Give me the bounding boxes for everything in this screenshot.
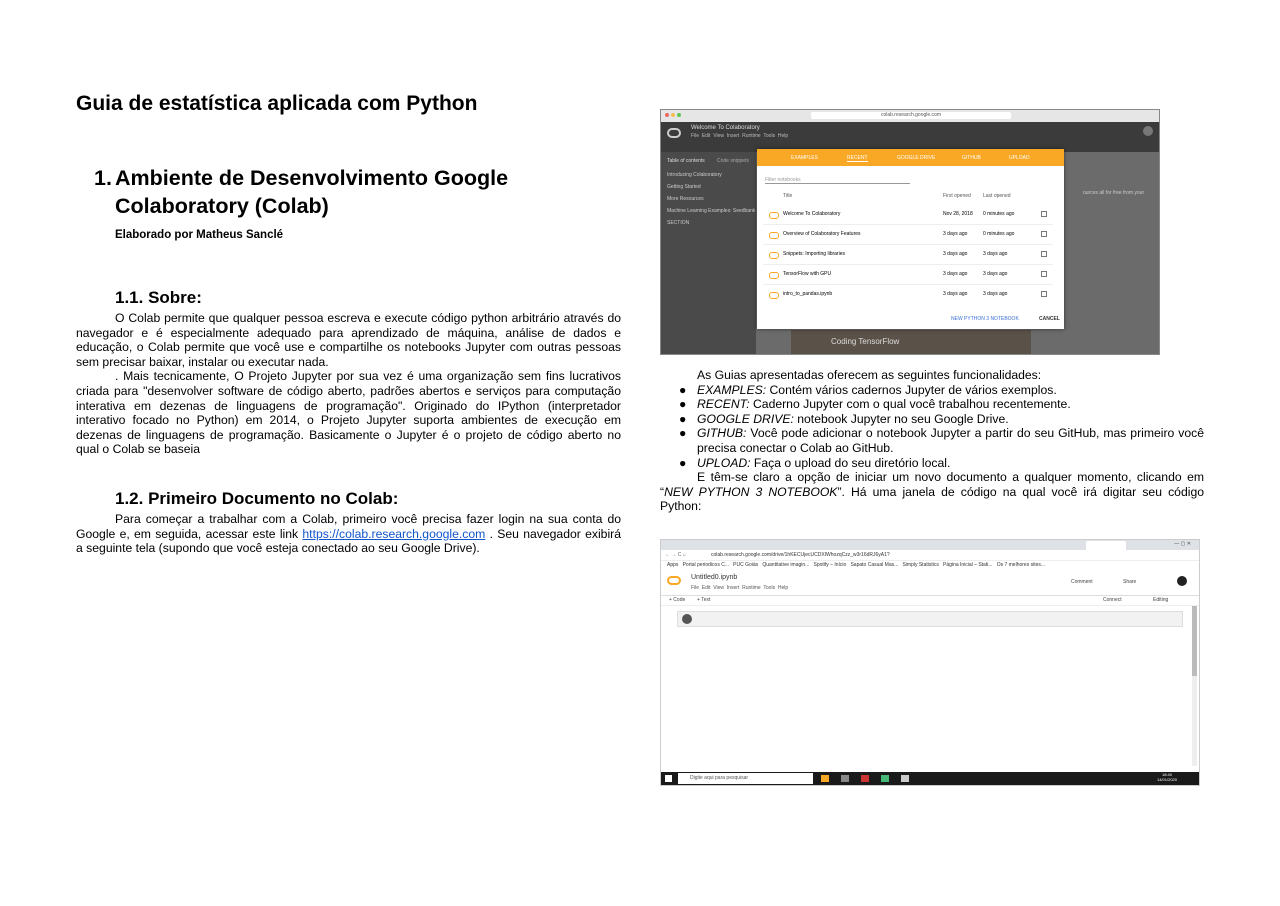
row-first: 3 days ago bbox=[943, 231, 968, 237]
taskbar-app-icon[interactable] bbox=[821, 775, 829, 782]
list-item bbox=[660, 383, 1204, 398]
open-notebook-dialog bbox=[757, 149, 1064, 329]
scrollbar[interactable] bbox=[1192, 606, 1197, 766]
bookmark[interactable]: Apps bbox=[667, 562, 679, 568]
sidebar-tab-toc[interactable]: Table of contents bbox=[667, 158, 705, 164]
settings-gear-icon[interactable] bbox=[901, 775, 909, 782]
paragraph bbox=[76, 311, 621, 369]
tab-recent[interactable]: RECENT bbox=[847, 155, 868, 161]
notebook-filename[interactable]: Untitled0.ipynb bbox=[691, 574, 738, 581]
colab-link[interactable]: https://colab.research.google.com bbox=[302, 526, 486, 541]
nav-arrows-icon[interactable]: ← → C ⌂ bbox=[665, 552, 686, 558]
row-first: 3 days ago bbox=[943, 251, 968, 257]
column-last-opened: Last opened bbox=[983, 193, 1011, 199]
colab-sidebar bbox=[661, 152, 756, 355]
scrollbar-thumb[interactable] bbox=[1192, 606, 1197, 676]
section-1-1-body bbox=[76, 311, 621, 457]
bookmark[interactable]: Os 7 melhores sites... bbox=[996, 562, 1046, 568]
bookmark[interactable]: Spotify – Início bbox=[813, 562, 847, 568]
sidebar-item[interactable]: Machine Learning Examples: Seedbank bbox=[667, 208, 756, 214]
add-code-button[interactable]: + Code bbox=[669, 597, 686, 603]
avatar[interactable] bbox=[1143, 126, 1153, 136]
sidebar-item[interactable]: SECTION bbox=[667, 220, 690, 226]
item-text: Faça o upload do seu diretório local. bbox=[753, 455, 951, 470]
right-column-text bbox=[660, 368, 1204, 514]
menu-item[interactable]: Insert bbox=[726, 585, 740, 591]
paragraph bbox=[660, 470, 1204, 514]
byline: Elaborado por Matheus Sanclé bbox=[115, 229, 284, 241]
clock bbox=[1157, 772, 1177, 782]
address-bar[interactable]: colab.research.google.com bbox=[811, 112, 1011, 119]
menu-bar bbox=[691, 133, 788, 139]
open-in-new-icon[interactable] bbox=[1041, 231, 1047, 237]
open-in-new-icon[interactable] bbox=[1041, 251, 1047, 257]
row-title: TensorFlow with GPU bbox=[783, 271, 832, 277]
menu-item[interactable]: Runtime bbox=[742, 585, 761, 591]
menu-item[interactable]: Tools bbox=[763, 133, 776, 139]
menu-item[interactable]: View bbox=[713, 133, 724, 139]
tab-google-drive[interactable]: GOOGLE DRIVE bbox=[897, 155, 936, 161]
item-label: RECENT: bbox=[697, 397, 750, 412]
row-last: 3 days ago bbox=[983, 271, 1008, 277]
row-last: 3 days ago bbox=[983, 251, 1008, 257]
taskbar-search-input[interactable]: Digite aqui para pesquisar bbox=[678, 773, 813, 784]
feature-list bbox=[660, 383, 1204, 471]
notebook-row[interactable] bbox=[763, 245, 1053, 265]
list-item bbox=[660, 412, 1204, 427]
tab-upload[interactable]: UPLOAD bbox=[1009, 155, 1030, 161]
active-tab[interactable] bbox=[1086, 541, 1126, 550]
colab-logo-icon bbox=[769, 252, 779, 259]
row-title: Welcome To Colaboratory bbox=[783, 211, 841, 217]
paragraph-text: . Mais tecnicamente, O Projeto Jupyter por sua vez é uma organização sem fins lucrativos criada para "desenvolver software de código aberto, padrões abertos e serviços para computação interativa em dezenas de linguagens de programação". Originado do IPython (interpretador interativo focado no Python) em 2014, o Projeto Jupyter suporta ambientes de execução em dezenas de linguagens de programação. Basicamente o Jupyter é o projeto de código aberto no qual o Colab se baseia bbox=[76, 369, 621, 457]
banner-text: Coding TensorFlow bbox=[831, 337, 900, 346]
bookmark[interactable]: Simply Statistics bbox=[902, 562, 939, 568]
colab-logo-icon bbox=[769, 212, 779, 219]
paragraph bbox=[76, 369, 621, 457]
colab-welcome-screenshot bbox=[660, 109, 1160, 355]
section-1-2-body bbox=[76, 512, 621, 556]
row-title: Overview of Colaboratory Features bbox=[783, 231, 861, 237]
emphasis-text: NEW PYTHON 3 NOTEBOOK bbox=[664, 484, 838, 499]
sidebar-item[interactable]: Introducing Colaboratory bbox=[667, 172, 722, 178]
menu-bar bbox=[691, 585, 788, 591]
notebook-row[interactable] bbox=[763, 205, 1053, 225]
avatar[interactable] bbox=[1177, 576, 1187, 586]
tab-examples[interactable]: EXAMPLES bbox=[791, 155, 818, 161]
open-in-new-icon[interactable] bbox=[1041, 211, 1047, 217]
notebook-row[interactable] bbox=[763, 265, 1053, 285]
window-controls[interactable]: — ▢ ✕ bbox=[1174, 541, 1191, 547]
comment-button[interactable]: Comment bbox=[1071, 579, 1093, 585]
menu-item[interactable]: Edit bbox=[701, 133, 711, 139]
section-1-heading bbox=[94, 164, 535, 220]
notebook-toolbar bbox=[661, 595, 1199, 606]
section-title: Ambiente de Desenvolvimento Google Colaboratory (Colab) bbox=[115, 166, 509, 218]
colab-header bbox=[661, 122, 1159, 152]
colab-logo-icon bbox=[667, 576, 681, 585]
dialog-tabs bbox=[757, 149, 1064, 166]
editing-button[interactable]: Editing bbox=[1153, 597, 1169, 603]
paragraph bbox=[660, 368, 1204, 383]
row-first: Nov 28, 2018 bbox=[943, 211, 973, 217]
colab-logo-icon bbox=[769, 292, 779, 299]
item-text: Caderno Jupyter com o qual você trabalhou recentemente. bbox=[752, 397, 1071, 412]
connect-button[interactable]: Connect bbox=[1103, 597, 1122, 603]
row-first: 3 days ago bbox=[943, 271, 968, 277]
menu-item[interactable]: Runtime bbox=[742, 133, 761, 139]
notebook-row[interactable] bbox=[763, 225, 1053, 245]
list-item bbox=[660, 426, 1204, 455]
bookmark[interactable]: Sapato Casual Mas... bbox=[850, 562, 899, 568]
list-item bbox=[660, 397, 1204, 412]
bookmark[interactable]: Página Inicial – Stati... bbox=[943, 562, 993, 568]
add-text-button[interactable]: + Text bbox=[697, 597, 711, 603]
code-cell[interactable] bbox=[677, 611, 1183, 627]
item-label: UPLOAD: bbox=[697, 455, 751, 470]
item-label: EXAMPLES: bbox=[697, 382, 767, 397]
clock-date: 14/01/2020 bbox=[1156, 777, 1177, 782]
clock-time: 18:40 bbox=[1161, 772, 1172, 777]
taskbar-app-icon[interactable] bbox=[841, 775, 849, 782]
browser-address-row bbox=[661, 550, 1199, 561]
paragraph-text: ”. Há uma janela de código na qual você irá digitar seu código Python: bbox=[660, 484, 1204, 514]
paragraph-text: E têm-se claro a opção de iniciar um novo documento a qualquer momento, clicando em “ bbox=[660, 470, 1204, 499]
colab-logo-icon bbox=[667, 128, 681, 138]
row-title: intro_to_pandas.ipynb bbox=[783, 291, 833, 297]
menu-item[interactable]: Help bbox=[777, 133, 789, 139]
run-cell-icon[interactable] bbox=[682, 614, 692, 624]
colab-header bbox=[661, 571, 1199, 596]
row-last: 3 days ago bbox=[983, 291, 1008, 297]
item-text: notebook Jupyter no seu Google Drive. bbox=[797, 411, 1009, 426]
background-banner bbox=[791, 330, 1031, 355]
bullet-icon: ● bbox=[679, 411, 687, 426]
item-label: GOOGLE DRIVE: bbox=[697, 411, 794, 426]
menu-item[interactable]: Help bbox=[777, 585, 789, 591]
bookmarks-bar bbox=[667, 562, 1045, 568]
colab-logo-icon bbox=[769, 272, 779, 279]
menu-item[interactable]: File bbox=[691, 585, 700, 591]
bullet-icon: ● bbox=[679, 455, 687, 470]
section-1-2-heading: 1.2. Primeiro Documento no Colab: bbox=[115, 489, 399, 508]
section-number: 1. bbox=[94, 166, 112, 190]
windows-start-icon[interactable] bbox=[665, 775, 672, 782]
sidebar-tab-snippets[interactable]: Code snippets bbox=[717, 158, 749, 164]
paragraph bbox=[76, 512, 621, 556]
cancel-button[interactable]: CANCEL bbox=[1039, 316, 1060, 322]
menu-item[interactable]: Insert bbox=[726, 133, 740, 139]
menu-item[interactable]: File bbox=[691, 133, 700, 139]
close-dot-icon bbox=[665, 113, 669, 117]
taskbar-app-icon[interactable] bbox=[861, 775, 869, 782]
bullet-icon: ● bbox=[679, 426, 687, 441]
sidebar-item[interactable]: Getting Started bbox=[667, 184, 701, 190]
filter-notebooks-input[interactable]: Filter notebooks bbox=[765, 177, 910, 184]
colab-new-notebook-screenshot bbox=[660, 539, 1200, 786]
column-title: Title bbox=[783, 193, 793, 199]
windows-taskbar bbox=[661, 772, 1199, 785]
tab-github[interactable]: GITHUB bbox=[962, 155, 981, 161]
section-1-1-heading: 1.1. Sobre: bbox=[115, 288, 202, 307]
list-item bbox=[660, 456, 1204, 471]
column-first-opened: First opened bbox=[943, 193, 971, 199]
row-title: Snippets: Importing libraries bbox=[783, 251, 845, 257]
minimize-dot-icon bbox=[671, 113, 675, 117]
bookmark[interactable]: Portal periodicos C... bbox=[682, 562, 729, 568]
paragraph-text: As Guias apresentadas oferecem as seguintes funcionalidades: bbox=[697, 368, 1042, 382]
background-text: ources all for free from your bbox=[1083, 190, 1145, 196]
row-first: 3 days ago bbox=[943, 291, 968, 297]
bullet-icon: ● bbox=[679, 397, 687, 412]
menu-item[interactable]: Edit bbox=[701, 585, 711, 591]
document-title: Guia de estatística aplicada com Python bbox=[76, 92, 478, 115]
row-last: 0 minutes ago bbox=[983, 211, 1015, 217]
menu-item[interactable]: View bbox=[713, 585, 724, 591]
row-last: 0 minutes ago bbox=[983, 231, 1015, 237]
item-label: GITHUB: bbox=[697, 426, 747, 441]
colab-logo-icon bbox=[769, 232, 779, 239]
notebook-row[interactable] bbox=[763, 285, 1053, 304]
paragraph-text: Para começar a trabalhar com a Colab, primeiro você precisa fazer login na sua conta do Google e, em seguida, acessar este link bbox=[76, 512, 621, 541]
menu-item[interactable]: Tools bbox=[763, 585, 776, 591]
browser-tab-strip bbox=[661, 540, 1199, 550]
bookmark[interactable]: Quantitative imagin... bbox=[762, 562, 810, 568]
maximize-dot-icon bbox=[677, 113, 681, 117]
open-in-new-icon[interactable] bbox=[1041, 271, 1047, 277]
taskbar-app-icon[interactable] bbox=[881, 775, 889, 782]
paragraph-text: . Seu navegador exibirá a seguinte tela (supondo que você esteja conectado ao seu Google Drive). bbox=[76, 526, 622, 556]
address-bar[interactable]: colab.research.google.com/drive/1hKECUjecUCDXIWhozqCzz_w3r16dRJ6yA1? bbox=[711, 552, 890, 558]
open-in-new-icon[interactable] bbox=[1041, 291, 1047, 297]
notebook-title[interactable]: Welcome To Colaboratory bbox=[691, 125, 760, 131]
paragraph-text: O Colab permite que qualquer pessoa escreva e execute código python arbitrário através do navegador e é especialmente adequado para aprendizado de máquina, análise de dados e educação, o Colab permite que você use e compartilhe os notebooks Jupyter com outras pessoas sem precisar baixar, instalar ou executar nada. bbox=[76, 311, 621, 369]
bookmark[interactable]: PUC Goiás bbox=[733, 562, 759, 568]
sidebar-item[interactable]: More Resources bbox=[667, 196, 704, 202]
item-text: Você pode adicionar o notebook Jupyter a partir do seu GitHub, mas primeiro você precisa conectar o Colab ao GitHub. bbox=[697, 426, 1204, 455]
bullet-icon: ● bbox=[679, 382, 687, 397]
item-text: Contém vários cadernos Jupyter de vários exemplos. bbox=[769, 382, 1057, 397]
share-button[interactable]: Share bbox=[1123, 579, 1137, 585]
new-python3-notebook-button[interactable]: NEW PYTHON 3 NOTEBOOK bbox=[951, 316, 1019, 322]
